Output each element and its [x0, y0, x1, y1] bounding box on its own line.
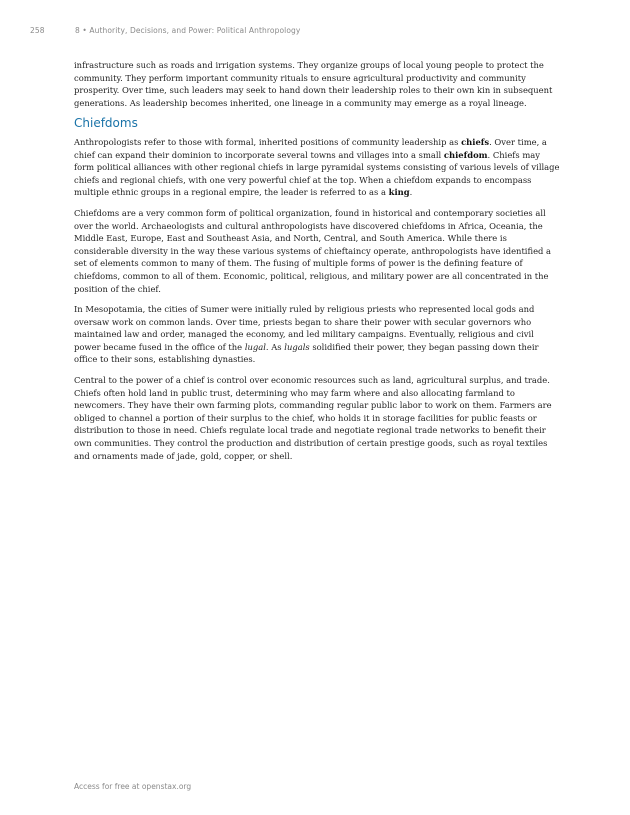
paragraph: infrastructure such as roads and irrigation systems. They organize groups of local young people to protect the community. They perform important community rituals to ensure agricultural productivity and community prosperity. Over time, such leaders may seek to hand down their leadership roles to their own kin in subsequent generations. As leadership becomes inherited, one lineage in a community may emerge as a royal lineage. [74, 60, 553, 108]
page-content [74, 59, 560, 470]
paragraph: In Mesopotamia, the cities of Sumer were initially ruled by religious priests who represented local gods and oversaw work on common lands. Over time, priests began to share their power with secular governors who maintained law and order, managed the economy, and led military campaigns. Eventually, religious and civil power became fused in the office of the lugal. As lugals solidified their power, they began passing down their office to their sons, establishing dynasties. [74, 304, 539, 365]
paragraph: Anthropologists refer to those with formal, inherited positions of community leadership as chiefs. Over time, a chief can expand their dominion to incorporate several towns and villages into a small chiefdom. Chiefs may form political alliances with other regional chiefs in large pyramidal systems consisting of various levels of village chiefs and regional chiefs, with one very powerful chief at the top. When a chiefdom expands to encompass multiple ethnic groups in a regional empire, the leader is referred to as a king. [74, 136, 560, 198]
paragraph: Central to the power of a chief is control over economic resources such as land, agricultural surplus, and trade. Chiefs often hold land in public trust, determining who may farm where and also allocating farmland to newcomers. They have their own farming plots, commanding regular public labor to work on them. Farmers are obliged to channel a portion of their surplus to the chief, who holds it in storage facilities for public feasts or distribution to those in need. Chiefs regulate local trade and negotiate regional trade networks to benefit their own communities. They control the production and distribution of certain prestige goods, such as royal textiles and ornaments made of jade, gold, copper, or shell. [74, 375, 552, 461]
key-term: king [388, 187, 410, 198]
key-term: chiefdom [443, 149, 488, 160]
italic-term: lugals [284, 341, 310, 352]
italic-term: lugal [244, 341, 266, 352]
running-header [30, 26, 300, 35]
section-heading: Chiefdoms [74, 116, 138, 131]
paragraph: Chiefdoms are a very common form of political organization, found in historical and contemporary societies all over the world. Archaeologists and cultural anthropologists have discovered chiefdoms in Africa, Oceania, the Middle East, Europe, East and Southeast Asia, and North, Central, and South America. While there is considerable diversity in the way these various systems of chieftaincy operate, anthropologists have identified a set of elements common to many of them. The fusing of multiple forms of power is the defining feature of chiefdoms, common to all of them. Economic, political, religious, and military power are all concentrated in the position of the chief. [74, 207, 552, 294]
footer-link[interactable]: Access for free at openstax.org [74, 782, 192, 791]
key-term: chiefs [461, 136, 490, 147]
chapter-title: 8 • Authority, Decisions, and Power: Political Anthropology [75, 26, 301, 35]
page-number: 258 [30, 26, 45, 35]
